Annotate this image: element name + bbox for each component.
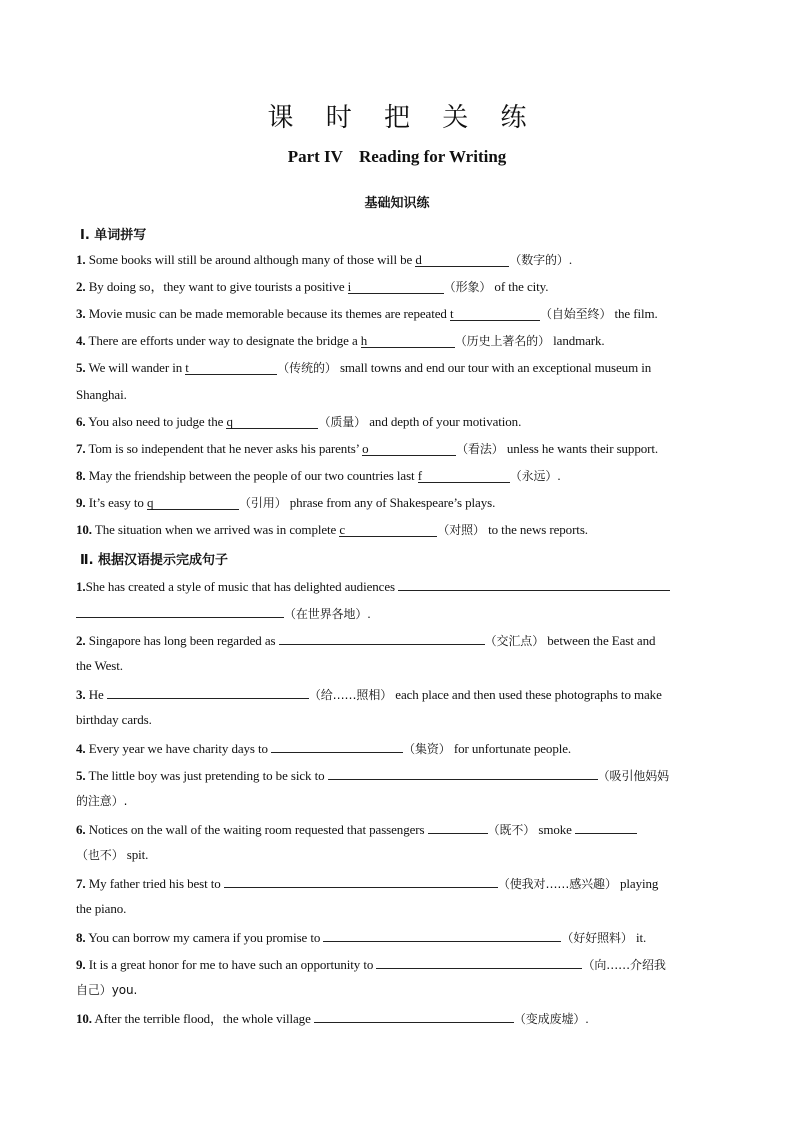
item-number: 10. — [76, 1011, 92, 1026]
first-letter: q — [147, 495, 154, 510]
item-number: 6. — [76, 822, 86, 837]
sentence-item-6 — [76, 820, 716, 838]
item-text-after: it. — [632, 930, 647, 945]
chinese-hint: （传统的） — [277, 361, 337, 375]
spelling-item-9 — [76, 495, 716, 511]
item-text-after: for unfortunate people. — [450, 741, 572, 756]
item-text-after: . — [568, 252, 572, 267]
page-title: 课 时 把 关 练 — [267, 103, 539, 133]
chinese-hint: （引用） — [239, 496, 287, 510]
chinese-hint: （向……介绍我 — [582, 958, 666, 972]
sentence-item-7 — [76, 874, 716, 892]
chinese-hint: （看法） — [456, 442, 504, 456]
item-number: 10. — [76, 522, 92, 537]
spelling-item-3 — [76, 306, 716, 322]
part-name: Reading for Writing — [358, 147, 507, 166]
item-number: 5. — [76, 360, 86, 375]
item-text: After the terrible flood，the whole village — [91, 1011, 314, 1026]
item-number: 1. — [76, 252, 86, 267]
sentence-item-7-continued: the piano. — [76, 901, 127, 916]
item-text: He — [85, 687, 107, 702]
answer-blank[interactable] — [376, 955, 582, 969]
item-number: 9. — [76, 957, 86, 972]
answer-blank-continued[interactable] — [76, 604, 284, 618]
first-letter: t — [185, 360, 189, 375]
first-letter: t — [449, 306, 454, 321]
answer-blank[interactable] — [107, 685, 309, 699]
answer-blank[interactable] — [226, 415, 318, 429]
item-text: She has created a style of music that has delighted audiences — [85, 579, 399, 594]
item-text: There are efforts under way to designate the bridge a — [85, 333, 361, 348]
item-number: 2. — [76, 279, 86, 294]
answer-blank[interactable] — [450, 307, 540, 321]
spelling-item-8 — [76, 468, 716, 484]
item-text: You also need to judge the — [85, 414, 227, 429]
sentence-item-2-continued: the West. — [76, 658, 123, 673]
item-number: 7. — [76, 876, 86, 891]
item-text-after: unless he wants their support. — [503, 441, 659, 456]
spelling-item-6 — [76, 414, 716, 430]
item-text: You can borrow my camera if you promise to — [85, 930, 324, 945]
chinese-hint: （好好照料） — [561, 931, 633, 945]
answer-blank[interactable] — [271, 739, 403, 753]
answer-blank[interactable] — [328, 766, 598, 780]
item-text-after: phrase from any of Shakespeare’s plays. — [286, 495, 496, 510]
answer-blank[interactable] — [314, 1009, 514, 1023]
item-number: 7. — [76, 441, 86, 456]
item-number: 1. — [76, 579, 86, 594]
sentence-item-8 — [76, 928, 716, 946]
item-text: It’s easy to — [85, 495, 147, 510]
answer-blank[interactable] — [361, 334, 455, 348]
part-label: Part IV — [287, 147, 343, 166]
answer-blank[interactable] — [428, 820, 488, 834]
item-text: May the friendship between the people of our two countries last — [85, 468, 418, 483]
chinese-hint: （既不） — [487, 823, 536, 837]
item-text-after: and depth of your motivation. — [366, 414, 522, 429]
chinese-hint: （数字的） — [509, 253, 569, 267]
chinese-hint-continued: 自己）you. — [76, 983, 138, 997]
item-text-middle: smoke — [535, 822, 575, 837]
spelling-item-1 — [76, 252, 716, 268]
section-group-title: 基础知识练 — [364, 196, 430, 211]
chinese-hint: （历史上著名的） — [454, 334, 550, 348]
sentence-item-10 — [76, 1009, 716, 1027]
sentence-item-2 — [76, 631, 716, 649]
item-number: 3. — [76, 306, 86, 321]
chinese-hint-2: （也不） — [76, 848, 124, 862]
first-letter: h — [360, 333, 368, 348]
spelling-item-5 — [76, 360, 716, 376]
spelling-item-2 — [76, 279, 716, 295]
item-text: Singapore has long been regarded as — [85, 633, 279, 648]
item-text-after: . — [367, 606, 371, 621]
item-text: It is a great honor for me to have such an opportunity to — [85, 957, 377, 972]
sentence-item-1-continued — [76, 604, 716, 622]
chinese-hint: （形象） — [443, 280, 492, 294]
sentence-item-3 — [76, 685, 716, 703]
item-text: Tom is so independent that he never asks his parents’ — [85, 441, 363, 456]
chinese-hint: （集资） — [403, 742, 451, 756]
item-text-after: . — [585, 1011, 589, 1026]
answer-blank-2[interactable] — [575, 820, 637, 834]
chinese-hint: （质量） — [318, 415, 367, 429]
item-text-after: spit. — [123, 847, 149, 862]
first-letter: d — [415, 252, 422, 267]
item-text-after: landmark. — [549, 333, 605, 348]
item-text: Notices on the wall of the waiting room requested that passengers — [85, 822, 428, 837]
chinese-hint: （自始至终） — [539, 307, 612, 321]
section1-heading: Ⅰ. 单词拼写 — [80, 228, 147, 243]
sentence-item-4 — [76, 739, 716, 757]
sentence-item-1 — [76, 577, 716, 595]
answer-blank[interactable] — [339, 523, 437, 537]
sentence-item-9-continued — [76, 982, 716, 998]
spelling-item-7 — [76, 441, 716, 457]
item-number: 5. — [76, 768, 86, 783]
spelling-item-10 — [76, 522, 716, 538]
item-text: Some books will still be around although many of those will be — [85, 252, 416, 267]
item-text-after: the film. — [611, 306, 658, 321]
sentence-item-9 — [76, 955, 716, 973]
chinese-hint: （永远） — [509, 469, 558, 483]
item-text-after: to the news reports. — [484, 522, 588, 537]
first-letter: o — [362, 441, 369, 456]
part-title — [0, 147, 794, 167]
item-number: 6. — [76, 414, 86, 429]
item-text-after: each place and then used these photographs to make — [392, 687, 662, 702]
section2-heading: Ⅱ. 根据汉语提示完成句子 — [80, 553, 229, 568]
answer-blank[interactable] — [348, 280, 444, 294]
answer-blank[interactable] — [362, 442, 456, 456]
answer-blank[interactable] — [147, 496, 239, 510]
item-text-after: small towns and end our tour with an exceptional museum in — [336, 360, 652, 375]
item-text: My father tried his best to — [85, 876, 224, 891]
answer-blank[interactable] — [224, 874, 498, 888]
chinese-hint: （交汇点） — [484, 634, 545, 648]
answer-blank[interactable] — [323, 928, 561, 942]
item-text: Movie music can be made memorable because its themes are repeated — [85, 306, 450, 321]
chinese-hint: （对照） — [437, 523, 485, 537]
item-text: The little boy was just pretending to be sick to — [85, 768, 328, 783]
spelling-item-4 — [76, 333, 716, 349]
item-text-after: . — [557, 468, 561, 483]
item-number: 8. — [76, 468, 86, 483]
item-text-after: between the East and — [544, 633, 656, 648]
first-letter: i — [347, 279, 352, 294]
sentence-item-5-continued — [76, 793, 716, 809]
item-text: The situation when we arrived was in complete — [91, 522, 340, 537]
sentence-item-6-continued — [76, 847, 716, 863]
answer-blank[interactable] — [279, 631, 485, 645]
answer-blank[interactable] — [415, 253, 509, 267]
sentence-item-5 — [76, 766, 716, 784]
item-text: By doing so，they want to give tourists a positive — [85, 279, 348, 294]
item-number: 4. — [76, 333, 86, 348]
first-letter: f — [417, 468, 422, 483]
chinese-hint: （在世界各地） — [284, 607, 368, 621]
item-number: 4. — [76, 741, 86, 756]
item-text: Every year we have charity days to — [85, 741, 272, 756]
item-number: 8. — [76, 930, 86, 945]
item-text: We will wander in — [85, 360, 186, 375]
first-letter: c — [339, 522, 346, 537]
chinese-hint: （吸引他妈妈 — [597, 769, 670, 783]
sentence-item-3-continued: birthday cards. — [76, 712, 152, 727]
spelling-item-5-continued: Shanghai. — [76, 387, 127, 402]
answer-blank[interactable] — [185, 361, 277, 375]
chinese-hint-continued: 的注意）. — [76, 794, 128, 808]
answer-blank[interactable] — [398, 577, 670, 591]
item-number: 9. — [76, 495, 86, 510]
item-number: 3. — [76, 687, 86, 702]
item-text-after: playing — [616, 876, 659, 891]
chinese-hint: （变成废墟） — [513, 1012, 586, 1026]
chinese-hint: （给……照相） — [308, 688, 393, 702]
first-letter: q — [226, 414, 233, 429]
answer-blank[interactable] — [418, 469, 510, 483]
chinese-hint: （使我对……感兴趣） — [497, 877, 617, 891]
item-text-after: of the city. — [491, 279, 549, 294]
item-number: 2. — [76, 633, 86, 648]
